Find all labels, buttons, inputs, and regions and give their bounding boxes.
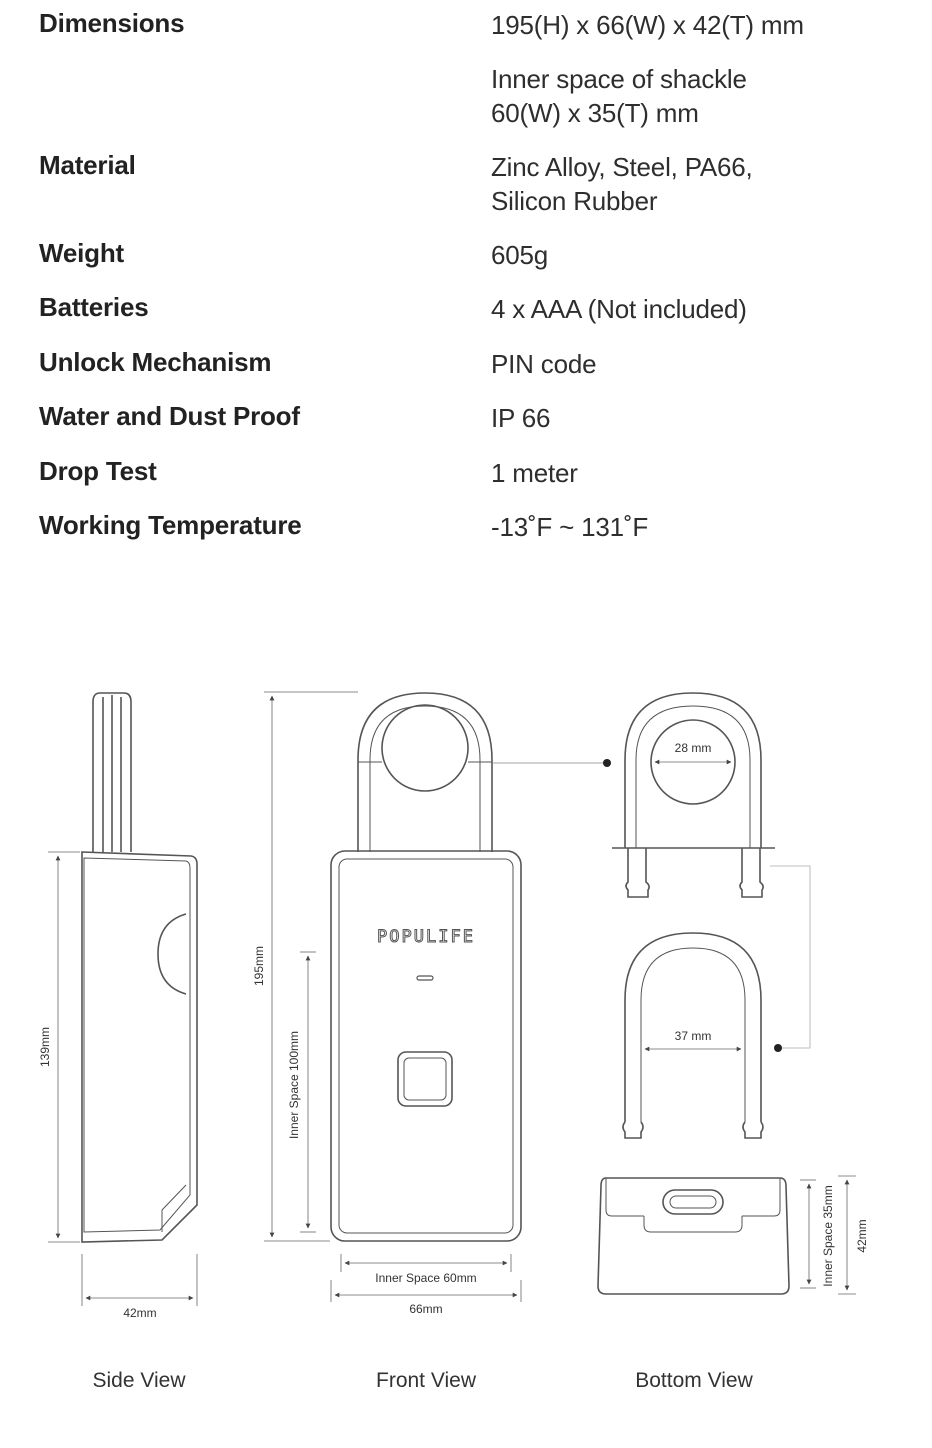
spec-values xyxy=(491,8,911,130)
spec-values xyxy=(491,238,911,272)
spec-value: 4 x AAA (Not included) xyxy=(491,294,747,324)
spec-label: Working Temperature xyxy=(39,510,302,540)
side-view-label: Side View xyxy=(92,1369,186,1392)
spec-label: Batteries xyxy=(39,292,149,322)
front-inner-width-label: Inner Space 60mm xyxy=(375,1271,477,1285)
spec-value: Silicon Rubber xyxy=(491,186,658,216)
technical-drawing xyxy=(0,560,932,1448)
spec-values xyxy=(491,292,911,326)
brand-logo-text: POPULIFE xyxy=(377,927,475,947)
spec-value: 60(W) x 35(T) mm xyxy=(491,98,699,128)
front-view-drawing xyxy=(331,693,521,1241)
side-thickness-dimension xyxy=(82,1254,197,1306)
side-height-dimension xyxy=(48,852,80,1242)
side-thickness-label: 42mm xyxy=(123,1306,157,1320)
leader-dot-lower xyxy=(774,1044,782,1052)
spec-value: 1 meter xyxy=(491,458,578,488)
spec-value: PIN code xyxy=(491,349,597,379)
bottom-inner-dimension xyxy=(800,1180,816,1288)
spec-label: Dimensions xyxy=(39,8,185,38)
front-view-label: Front View xyxy=(376,1369,476,1392)
spec-label: Drop Test xyxy=(39,456,157,486)
front-total-width-label: 66mm xyxy=(409,1302,443,1316)
side-view-drawing xyxy=(82,693,197,1242)
shackle-top-detail xyxy=(612,693,775,897)
spec-value: 195(H) x 66(W) x 42(T) mm xyxy=(491,10,804,40)
spec-value: -13˚F ~ 131˚F xyxy=(491,512,649,542)
spec-label: Weight xyxy=(39,238,124,268)
leader-dot xyxy=(603,759,611,767)
spec-value: Zinc Alloy, Steel, PA66, xyxy=(491,152,753,182)
bottom-view-drawing xyxy=(598,1178,789,1294)
spec-values xyxy=(491,401,911,435)
shackle-diameter-label: 28 mm xyxy=(674,741,712,755)
spec-value: 605g xyxy=(491,240,549,270)
spec-label: Unlock Mechanism xyxy=(39,347,272,377)
spec-value: IP 66 xyxy=(491,403,551,433)
spec-label: Water and Dust Proof xyxy=(39,401,300,431)
side-height-label: 139mm xyxy=(38,1026,52,1068)
spec-label: Material xyxy=(39,150,136,180)
spec-values xyxy=(491,510,911,544)
spec-value: Inner space of shackle xyxy=(491,64,747,94)
front-total-height-dimension xyxy=(264,692,358,1241)
spec-values xyxy=(491,456,911,490)
bottom-view-label: Bottom View xyxy=(635,1369,753,1392)
front-inner-height-dimension xyxy=(300,952,316,1232)
bottom-thickness-dimension xyxy=(838,1176,856,1294)
shackle-lower-leader-line xyxy=(770,866,810,1048)
spec-values xyxy=(491,150,911,218)
front-inner-width-dimension xyxy=(341,1254,511,1272)
shackle-inner-label: 37 mm xyxy=(674,1029,712,1043)
spec-values xyxy=(491,347,911,381)
bottom-thickness-label: 42mm xyxy=(855,1219,869,1253)
front-inner-height-label: Inner Space 100mm xyxy=(287,1030,301,1140)
front-total-height-label: 195mm xyxy=(252,945,266,987)
bottom-inner-label: Inner Space 35mm xyxy=(821,1185,835,1287)
